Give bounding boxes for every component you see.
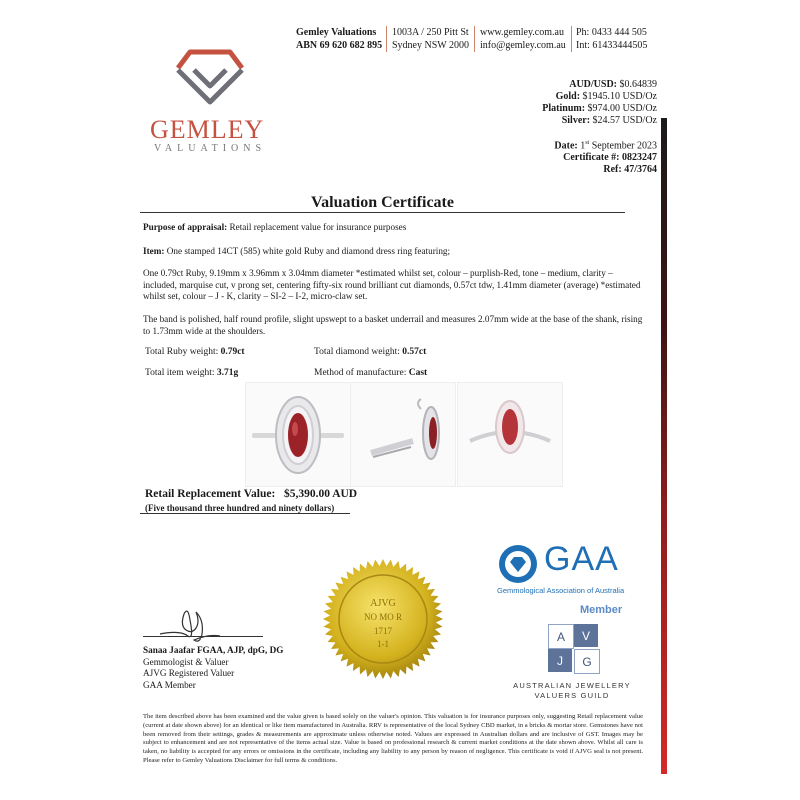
- certificate-number: 0823247: [622, 152, 657, 164]
- website-link[interactable]: www.gemley.com.au: [480, 27, 564, 38]
- item-label: Item:: [143, 246, 165, 256]
- item-value: One stamped 14CT (585) white gold Ruby and diamond dress ring featuring;: [164, 246, 451, 256]
- item-weight: [145, 368, 238, 378]
- gaa-wordmark: GAA: [544, 540, 619, 578]
- ajvg-cell-v: V: [574, 624, 598, 647]
- platinum-value: $974.00 USD/Oz: [587, 103, 657, 114]
- phone-number: Ph: 0433 444 505: [576, 27, 647, 38]
- header-company-block: [296, 26, 382, 52]
- date-label: Date:: [554, 140, 578, 152]
- aud-usd-value: $0.64839: [619, 79, 657, 90]
- purpose-label: Purpose of appraisal:: [143, 222, 228, 232]
- ruby-weight-value: 0.79ct: [220, 347, 245, 357]
- valuer-role-2: AJVG Registered Valuer: [143, 668, 235, 678]
- certificate-number-label: Certificate #:: [563, 152, 620, 164]
- valuer-signature-icon: [150, 600, 260, 648]
- certificate-info-block: [554, 137, 657, 176]
- ring-photo-side: [350, 382, 456, 487]
- seal-mid-text: NO MO R: [363, 612, 403, 622]
- disclaimer-text: The item described above has been examined and the value given is based solely on the valuer's opinion. This valuation is for insurance purposes only, suggesting Retail replacement value (current at date shown above) for an identical or like item manufactured in Australia. RRV is representative of the local Sydney CBD market, in a bricks & mortar store. Gemstones have not been removed from their settings, grades & measurements are approximate unless otherwise noted. Values are expressed in Australian dollars and are inclusive of GST. Images may be subject to enhancement and are not representative of the items actual size. Value is based on professional research & current market conditions at the date shown above. Whilst all care is taken, no liability is accepted for any errors or omissions in the certificate, including any liability to any person by reason of negligence. This certificate is void if AJVG seal is not present. Please refer to Gemley Valuations Disclaimer for full terms & conditions.: [143, 713, 643, 764]
- valuer-role-1: Gemmologist & Valuer: [143, 656, 229, 667]
- rrv-underline: [140, 513, 350, 514]
- ajvg-cell-j: J: [548, 649, 572, 672]
- gaa-member-label: Member: [580, 604, 623, 616]
- silver-value: $24.57 USD/Oz: [592, 115, 657, 126]
- manufacture-method: [314, 368, 427, 378]
- company-name: Gemley Valuations: [296, 27, 377, 38]
- ruby-weight: [145, 347, 245, 357]
- item-weight-label: Total item weight:: [145, 368, 215, 378]
- date-suffix: st: [585, 140, 590, 146]
- seal-number: 1717: [374, 626, 392, 636]
- ajvg-full-name: [502, 681, 642, 701]
- seal-number-2: 1-1: [377, 639, 389, 649]
- platinum-label: Platinum:: [542, 103, 586, 114]
- ajvg-gold-seal-icon: [322, 558, 444, 680]
- ajvg-name-line-1: AUSTRALIAN JEWELLERY: [513, 681, 631, 690]
- gold-value: $1945.10 USD/Oz: [582, 91, 657, 102]
- title-divider: [140, 212, 625, 213]
- ref-value: 47/3764: [624, 164, 657, 176]
- ruby-weight-label: Total Ruby weight:: [145, 347, 219, 357]
- ring-photo-top: [245, 382, 351, 487]
- gaa-emblem-icon: [497, 543, 539, 585]
- valuer-role-3: GAA Member: [143, 679, 196, 690]
- band-description: The band is polished, half round profile, slight upswept to a basket underrail and measures 2.07mm wide at the base of the shank, rising to 1.73mm wide at the shoulders.: [143, 314, 643, 336]
- header-divider: [386, 26, 387, 52]
- header-address-block: [392, 26, 469, 52]
- gold-label: Gold:: [555, 91, 581, 102]
- item-description: One 0.79ct Ruby, 9.19mm x 3.96mm x 3.04mm diameter *estimated whilst set, colour – purplish-Red, tone – medium, clarity – included, marquise cut, v prong set, centering fifty-six round brilliant cut diamonds, 0.57ct tdw, 1.41mm diameter (average) *estimated whilst set, colour – J - K, clarity – SI-2 – I-2, micro-claw set.: [143, 268, 641, 301]
- purpose-line: [143, 222, 643, 234]
- diamond-weight-label: Total diamond weight:: [314, 347, 400, 357]
- diamond-weight: [314, 347, 426, 357]
- logo-wordmark: GEMLEY: [150, 115, 265, 144]
- date-month-year: September 2023: [589, 140, 657, 152]
- company-abn: ABN 69 620 682 895: [296, 40, 383, 51]
- date-day: 1: [580, 140, 586, 152]
- header-web-block: [480, 26, 566, 52]
- page-title: Valuation Certificate: [311, 194, 454, 211]
- gemley-diamond-logo-icon: [170, 46, 250, 106]
- aud-usd-label: AUD/USD:: [569, 79, 617, 90]
- address-line-1: 1003A / 250 Pitt St: [392, 27, 469, 38]
- ref-label: Ref:: [603, 164, 622, 176]
- ajvg-cell-a: A: [548, 624, 574, 649]
- header-divider: [474, 26, 475, 52]
- decorative-side-bar: [661, 118, 667, 774]
- ajvg-logo: [548, 624, 600, 674]
- email-link[interactable]: info@gemley.com.au: [480, 40, 566, 51]
- ajvg-name-line-2: VALUERS GUILD: [534, 691, 610, 700]
- method-value: Cast: [408, 368, 428, 378]
- method-label: Method of manufacture:: [314, 368, 407, 378]
- gaa-full-name: Gemmological Association of Australia: [497, 586, 625, 595]
- logo-subtitle: VALUATIONS: [154, 143, 267, 154]
- retail-replacement-value: [145, 488, 357, 500]
- valuer-name: Sanaa Jaafar FGAA, AJP, dpG, DG: [143, 645, 284, 655]
- seal-top-text: AJVG: [370, 598, 396, 609]
- ajvg-cell-g: G: [574, 649, 600, 674]
- diamond-weight-value: 0.57ct: [402, 347, 427, 357]
- valuer-block: [143, 645, 283, 691]
- ring-photo-angle: [457, 382, 563, 487]
- address-line-2: Sydney NSW 2000: [392, 40, 470, 51]
- intl-phone-number: Int: 61433444505: [576, 40, 648, 51]
- silver-label: Silver:: [561, 115, 591, 126]
- purpose-value: Retail replacement value for insurance purposes: [227, 222, 407, 232]
- header-divider: [571, 26, 572, 52]
- header-phone-block: [576, 26, 647, 52]
- rrv-label: Retail Replacement Value:: [145, 488, 276, 500]
- signature-line: [143, 636, 263, 637]
- item-line: [143, 246, 643, 258]
- rrv-amount: $5,390.00 AUD: [283, 488, 358, 500]
- metal-rates-block: [542, 79, 657, 127]
- item-weight-value: 3.71g: [216, 368, 239, 378]
- rrv-amount-words: (Five thousand three hundred and ninety dollars): [145, 503, 335, 513]
